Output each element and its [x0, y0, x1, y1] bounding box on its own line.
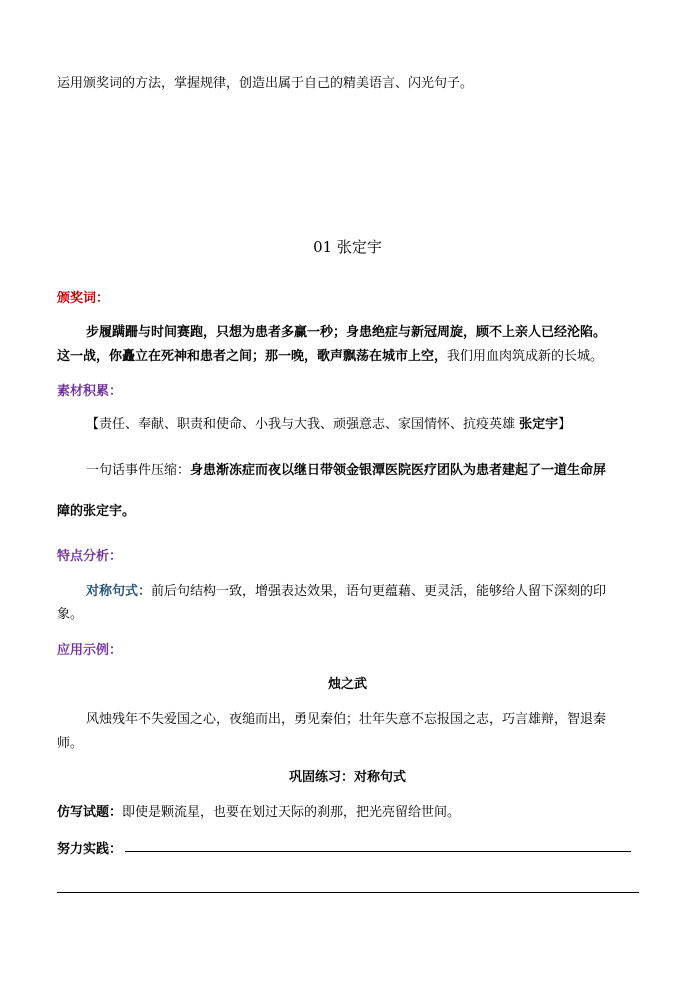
- feature-label: 对称句式：: [86, 584, 152, 599]
- feature-line-1: [86, 580, 606, 599]
- example-heading: 应用示例：: [57, 643, 123, 658]
- summary-line-2: 障的张定宇。: [57, 504, 136, 519]
- imitate-text: 即使是颗流星，也要在划过天际的刹那，把光亮留给世间。: [122, 805, 461, 820]
- award-heading: 颁奖词：: [57, 291, 110, 306]
- award-line-2: 这一战，你矗立在死神和患者之间；那一晚，歌声飘荡在城市上空，: [57, 349, 448, 364]
- imitate-line: [57, 801, 460, 820]
- intro-text: 运用颁奖词的方法，掌握规律，创造出属于自己的精美语言、闪光句子。: [57, 76, 474, 91]
- award-tail: 我们用血肉筑成新的长城。: [447, 349, 604, 364]
- example-line-2: 师。: [57, 736, 84, 751]
- material-heading: 素材积累：: [57, 384, 123, 399]
- summary-line-1: [86, 459, 606, 478]
- effort-answer-line-2[interactable]: [57, 892, 639, 893]
- section-title: 01 张定宇: [313, 238, 382, 256]
- feature-text-1: 前后句结构一致，增强表达效果，语句更蕴藉、更灵活，能够给人留下深刻的印: [151, 584, 607, 599]
- effort-answer-line-1[interactable]: [125, 851, 631, 852]
- practice-title: 巩固练习：对称句式: [288, 770, 406, 785]
- summary-text-1: 身患渐冻症而夜以继日带领金银潭医院医疗团队为患者建起了一道生命屏: [190, 463, 607, 478]
- material-tags-name: 张定宇: [519, 417, 559, 432]
- imitate-label: 仿写试题：: [57, 805, 123, 820]
- effort-label: 努力实践：: [57, 842, 123, 857]
- material-tags-suffix: 】: [558, 417, 572, 432]
- example-title: 烛之武: [327, 677, 367, 692]
- feature-line-2: 象。: [57, 607, 84, 622]
- example-line-1: 风烛残年不失爱国之心，夜缒而出，勇见秦伯；壮年失意不忘报国之志，巧言雄辩，智退秦: [86, 712, 607, 727]
- award-line-2-wrapper: [57, 345, 603, 364]
- material-tags: [86, 413, 571, 432]
- award-line-1: 步履蹒跚与时间赛跑，只想为患者多赢一秒；身患绝症与新冠周旋，顾不上亲人已经沦陷。: [86, 325, 607, 340]
- feature-heading: 特点分析：: [57, 549, 123, 564]
- material-tags-prefix: 【责任、奉献、职责和使命、小我与大我、顽强意志、家国情怀、抗疫英雄: [86, 417, 520, 432]
- summary-label: 一句话事件压缩：: [86, 463, 191, 478]
